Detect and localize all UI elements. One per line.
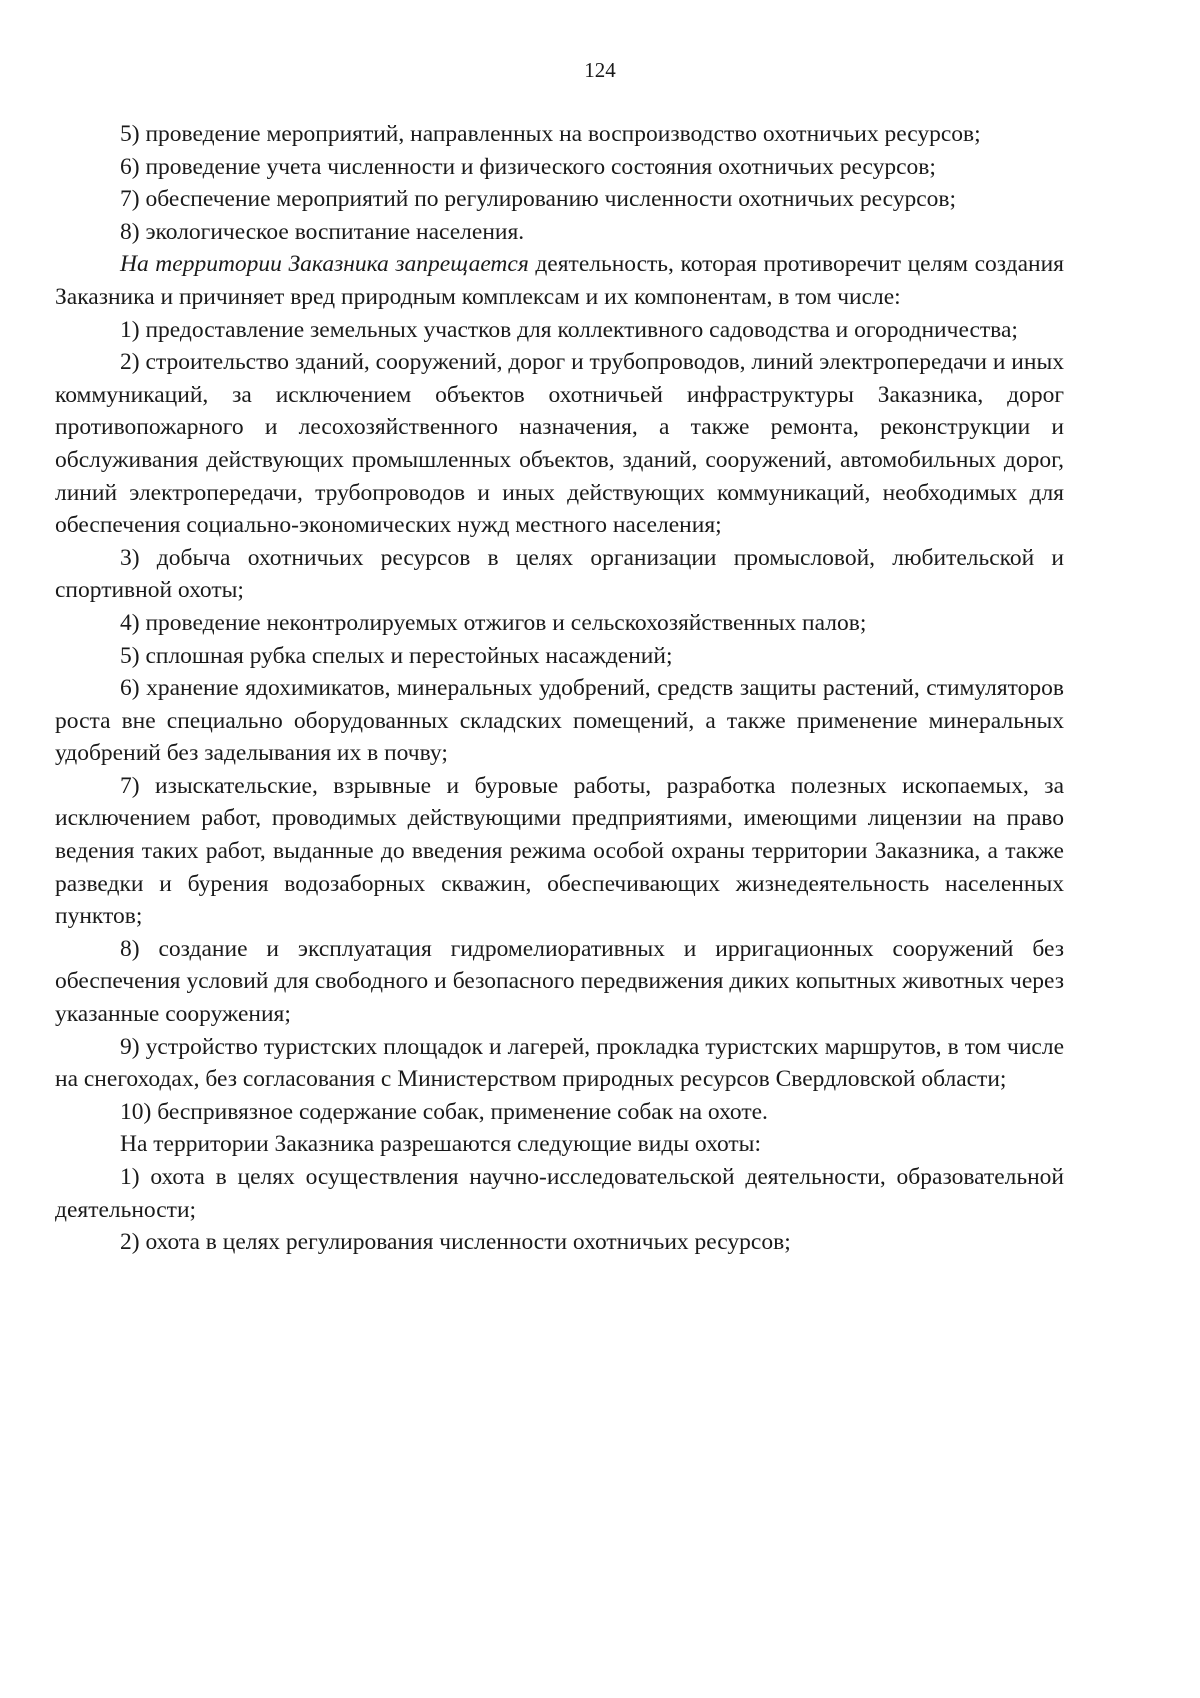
- paragraph: 5) сплошная рубка спелых и перестойных насаждений;: [120, 642, 673, 669]
- paragraph: 3) добыча охотничьих ресурсов в целях организации промысловой, любительской и спортивной охоты;: [55, 544, 1064, 604]
- paragraph: 1) охота в целях осуществления научно-исследовательской деятельности, образовательной деятельности;: [55, 1164, 1064, 1223]
- paragraph: 8) экологическое воспитание населения.: [120, 218, 525, 245]
- paragraph: 1) предоставление земельных участков для коллективного садоводства и огородничества;: [120, 316, 1018, 343]
- paragraph-text: деятельность, которая противоречит целям создания Заказника и причиняет вред природным комплексам и их компонентам, в том числе:: [55, 251, 1064, 310]
- paragraph: [55, 248, 1064, 313]
- italic-intro: На территории Заказника запрещается: [120, 251, 529, 278]
- paragraph: 6) проведение учета численности и физического состояния охотничьих ресурсов;: [120, 153, 936, 180]
- paragraph: 9) устройство туристских площадок и лагерей, прокладка туристских маршрутов, в том числе на снегоходах, без согласования с Министерством природных ресурсов Свердловской области;: [55, 1033, 1064, 1093]
- paragraph: 5) проведение мероприятий, направленных на воспроизводство охотничьих ресурсов;: [120, 121, 981, 147]
- paragraph: 7) обеспечение мероприятий по регулированию численности охотничьих ресурсов;: [120, 186, 957, 213]
- document-body: [55, 118, 1064, 1259]
- paragraph: 7) изыскательские, взрывные и буровые работы, разработка полезных ископаемых, за исключением работ, проводимых действующими предприятиями, имеющими лицензии на право ведения таких работ, выданные до введения режима особой охраны территории Заказника, а также разведки и бурения водозаборных скважин, обеспечивающих жизнедеятельность населенных пунктов;: [55, 772, 1064, 930]
- paragraph: 2) охота в целях регулирования численности охотничьих ресурсов;: [120, 1229, 791, 1256]
- page-number: 124: [584, 58, 616, 82]
- paragraph: 6) хранение ядохимикатов, минеральных удобрений, средств защиты растений, стимуляторов роста вне специально оборудованных складских помещений, а также применение минеральных удобрений без заделывания их в почву;: [55, 675, 1064, 767]
- paragraph: 2) строительство зданий, сооружений, дорог и трубопроводов, линий электропередачи и иных коммуникаций, за исключением объектов охотничьей инфраструктуры Заказника, дорог противопожарного и лесохозяйственного назначения, а также ремонта, реконструкции и обслуживания действующих промышленных объектов, зданий, сооружений, автомобильных дорог, линий электропередачи, трубопроводов и иных действующих коммуникаций, необходимых для обеспечения социально-экономических нужд местного населения;: [55, 349, 1064, 539]
- paragraph: 4) проведение неконтролируемых отжигов и сельскохозяйственных палов;: [120, 609, 867, 636]
- paragraph: На территории Заказника разрешаются следующие виды охоты:: [120, 1131, 761, 1158]
- paragraph: 10) беспривязное содержание собак, применение собак на охоте.: [120, 1098, 768, 1125]
- paragraph: 8) создание и эксплуатация гидромелиоративных и ирригационных сооружений без обеспечения условий для свободного и безопасного передвижения диких копытных животных через указанные сооружения;: [55, 935, 1064, 1028]
